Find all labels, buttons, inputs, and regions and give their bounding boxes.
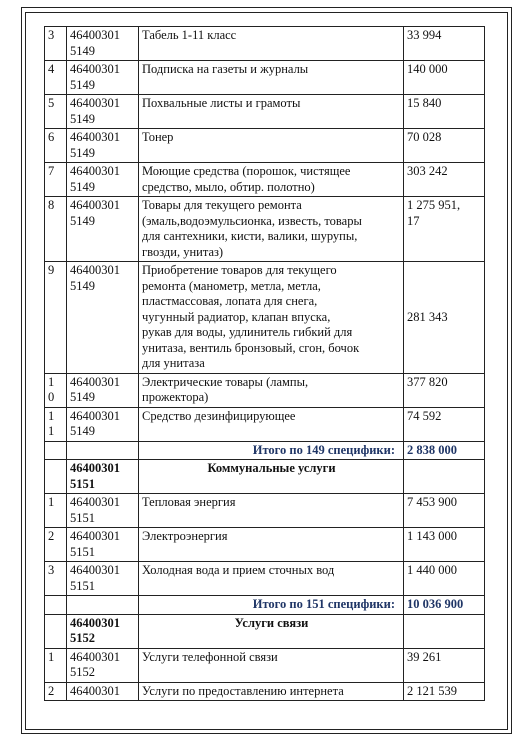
item-amount xyxy=(404,197,485,262)
item-name: Услуги телефонной связи xyxy=(139,648,404,682)
item-amount: 39 261 xyxy=(404,648,485,682)
item-name xyxy=(139,95,404,129)
budget-code-line: 46400301 xyxy=(70,495,120,509)
budget-code-line: 46400301 xyxy=(70,408,120,423)
item-amount-line: 15 840 xyxy=(407,96,442,110)
row-number: 3 xyxy=(45,27,67,61)
row-number: 1 xyxy=(45,494,67,528)
item-amount xyxy=(404,373,485,407)
section-header-row xyxy=(45,614,485,648)
budget-code xyxy=(67,682,139,701)
row-number: 2 xyxy=(45,682,67,701)
budget-code-line: 46400301 xyxy=(70,374,120,389)
budget-code-line: 5152 xyxy=(70,665,95,679)
item-name-line: пластмассовая, лопата для снега, xyxy=(142,294,318,308)
budget-code-line: 5149 xyxy=(70,213,95,228)
row-number: 3 xyxy=(45,562,67,596)
item-amount-line: 303 242 xyxy=(407,164,448,178)
section-title: Услуги связи xyxy=(139,614,404,648)
item-amount xyxy=(404,61,485,95)
budget-code-line: 46400301 xyxy=(70,164,120,178)
row-number: 1 0 xyxy=(45,373,67,407)
table-row xyxy=(45,95,485,129)
budget-code xyxy=(67,494,139,528)
item-name-line: унитаза, вентиль бронзовый, сгон, бочок xyxy=(142,340,360,355)
item-amount xyxy=(404,95,485,129)
item-amount: 1 440 000 xyxy=(404,562,485,596)
table-row xyxy=(45,562,485,596)
item-name xyxy=(139,129,404,163)
budget-code xyxy=(67,129,139,163)
budget-code-line: 46400301 xyxy=(70,62,120,76)
budget-code-line: 46400301 xyxy=(70,198,120,212)
budget-code-line: 46400301 xyxy=(70,529,120,543)
empty-cell xyxy=(404,614,485,648)
item-name-line: ремонта (манометр, метла, метла, xyxy=(142,278,321,293)
item-amount-line: 140 000 xyxy=(407,62,448,76)
table-row xyxy=(45,528,485,562)
row-number: 1 1 xyxy=(45,407,67,441)
item-name-line: Электрические товары (лампы, xyxy=(142,374,309,389)
item-amount-line: 70 028 xyxy=(407,130,442,144)
item-name-line: чугунный радиатор, клапан впуска, xyxy=(142,309,331,324)
budget-code-line: 46400301 xyxy=(70,96,120,110)
budget-code-line: 5149 xyxy=(70,179,95,194)
budget-code xyxy=(67,562,139,596)
item-name-line: (эмаль,водоэмульсионка, известь, товары xyxy=(142,213,362,228)
table-row xyxy=(45,27,485,61)
budget-code-line: 5149 xyxy=(70,278,95,293)
item-amount xyxy=(404,163,485,197)
item-amount-line: 1 275 951, xyxy=(407,198,461,212)
item-amount-line: 74 592 xyxy=(407,408,442,423)
row-number: 5 xyxy=(45,95,67,129)
total-amount: 2 838 000 xyxy=(404,441,485,460)
budget-code xyxy=(67,197,139,262)
empty-cell xyxy=(45,614,67,648)
item-amount xyxy=(404,407,485,441)
row-number: 7 xyxy=(45,163,67,197)
item-name: Тепловая энергия xyxy=(139,494,404,528)
item-amount-line: 377 820 xyxy=(407,374,448,389)
empty-cell xyxy=(404,460,485,494)
item-name xyxy=(139,197,404,262)
total-label: Итого по 149 специфики: xyxy=(139,441,404,460)
item-amount xyxy=(404,262,485,374)
item-name xyxy=(139,262,404,374)
budget-code-line: 46400301 xyxy=(70,130,120,144)
budget-code-line: 46400301 xyxy=(70,28,120,42)
section-code-line: 5152 xyxy=(70,631,95,645)
budget-code-line: 5149 xyxy=(70,43,95,58)
empty-cell xyxy=(67,441,139,460)
item-amount-line: 281 343 xyxy=(407,309,448,324)
table-row xyxy=(45,373,485,407)
item-amount xyxy=(404,129,485,163)
item-name xyxy=(139,61,404,95)
row-number: 2 xyxy=(45,528,67,562)
table-row xyxy=(45,61,485,95)
budget-code-line: 5149 xyxy=(70,390,95,404)
budget-code xyxy=(67,373,139,407)
budget-code-line: 5149 xyxy=(70,424,95,438)
item-name-line: Моющие средства (порошок, чистящее xyxy=(142,164,351,178)
budget-code xyxy=(67,95,139,129)
table-row xyxy=(45,407,485,441)
budget-code xyxy=(67,27,139,61)
section-code-line: 5151 xyxy=(70,476,95,491)
item-name xyxy=(139,27,404,61)
table-row xyxy=(45,682,485,701)
section-code xyxy=(67,460,139,494)
budget-code-line: 5149 xyxy=(70,111,95,126)
section-code xyxy=(67,614,139,648)
item-name-line: Тонер xyxy=(142,130,174,144)
empty-cell xyxy=(45,460,67,494)
total-amount: 10 036 900 xyxy=(404,596,485,615)
item-amount: 7 453 900 xyxy=(404,494,485,528)
row-number: 8 xyxy=(45,197,67,262)
budget-code xyxy=(67,407,139,441)
budget-code-line: 46400301 xyxy=(70,683,120,698)
item-amount-line: 33 994 xyxy=(407,28,442,42)
item-amount: 2 121 539 xyxy=(404,682,485,701)
budget-code-line: 46400301 xyxy=(70,649,120,664)
budget-code xyxy=(67,648,139,682)
row-number: 4 xyxy=(45,61,67,95)
item-name xyxy=(139,373,404,407)
budget-code-line: 5151 xyxy=(70,544,95,559)
row-number: 1 xyxy=(45,648,67,682)
specification-table xyxy=(44,26,485,701)
item-name: Холодная вода и прием сточных вод xyxy=(139,562,404,596)
row-number: 9 xyxy=(45,262,67,374)
item-name-line: средство, мыло, обтир. полотно) xyxy=(142,179,315,194)
budget-code-line: 5149 xyxy=(70,145,95,160)
budget-code-line: 5151 xyxy=(70,510,95,525)
item-name-line: Похвальные листы и грамоты xyxy=(142,96,301,110)
budget-code-line: 5151 xyxy=(70,578,95,593)
table-row xyxy=(45,494,485,528)
empty-cell xyxy=(67,596,139,615)
item-name-line: прожектора) xyxy=(142,390,209,404)
total-row xyxy=(45,441,485,460)
table-row xyxy=(45,129,485,163)
empty-cell xyxy=(45,441,67,460)
budget-code-line: 46400301 xyxy=(70,563,120,577)
item-name-line: Средство дезинфицирующее xyxy=(142,408,296,423)
budget-code xyxy=(67,262,139,374)
item-amount-line: 17 xyxy=(407,213,420,228)
item-name: Электроэнергия xyxy=(139,528,404,562)
section-header-row xyxy=(45,460,485,494)
budget-code xyxy=(67,61,139,95)
budget-code xyxy=(67,163,139,197)
item-name xyxy=(139,407,404,441)
empty-cell xyxy=(45,596,67,615)
table-row xyxy=(45,262,485,374)
table-row xyxy=(45,163,485,197)
item-name-line: гвозди, унитаз) xyxy=(142,244,224,259)
item-name-line: Табель 1-11 класс xyxy=(142,28,237,42)
section-title: Коммунальные услуги xyxy=(139,460,404,494)
budget-code-line: 5149 xyxy=(70,77,95,92)
table-row xyxy=(45,197,485,262)
total-label: Итого по 151 специфики: xyxy=(139,596,404,615)
section-code-line: 46400301 xyxy=(70,615,120,630)
item-name: Услуги по предоставлению интернета xyxy=(139,682,404,701)
budget-code xyxy=(67,528,139,562)
item-name-line: Товары для текущего ремонта xyxy=(142,198,302,212)
budget-code-line: 46400301 xyxy=(70,263,120,277)
item-name xyxy=(139,163,404,197)
item-name-line: Приобретение товаров для текущего xyxy=(142,263,337,277)
item-name-line: рукав для воды, удлинитель гибкий для xyxy=(142,325,353,339)
item-amount: 1 143 000 xyxy=(404,528,485,562)
item-name-line: для унитаза xyxy=(142,356,205,370)
item-name-line: Подписка на газеты и журналы xyxy=(142,62,309,76)
section-code-line: 46400301 xyxy=(70,461,120,475)
item-name-line: для сантехники, кисти, валики, шурупы, xyxy=(142,229,358,243)
total-row xyxy=(45,596,485,615)
item-amount xyxy=(404,27,485,61)
table-row xyxy=(45,648,485,682)
row-number: 6 xyxy=(45,129,67,163)
